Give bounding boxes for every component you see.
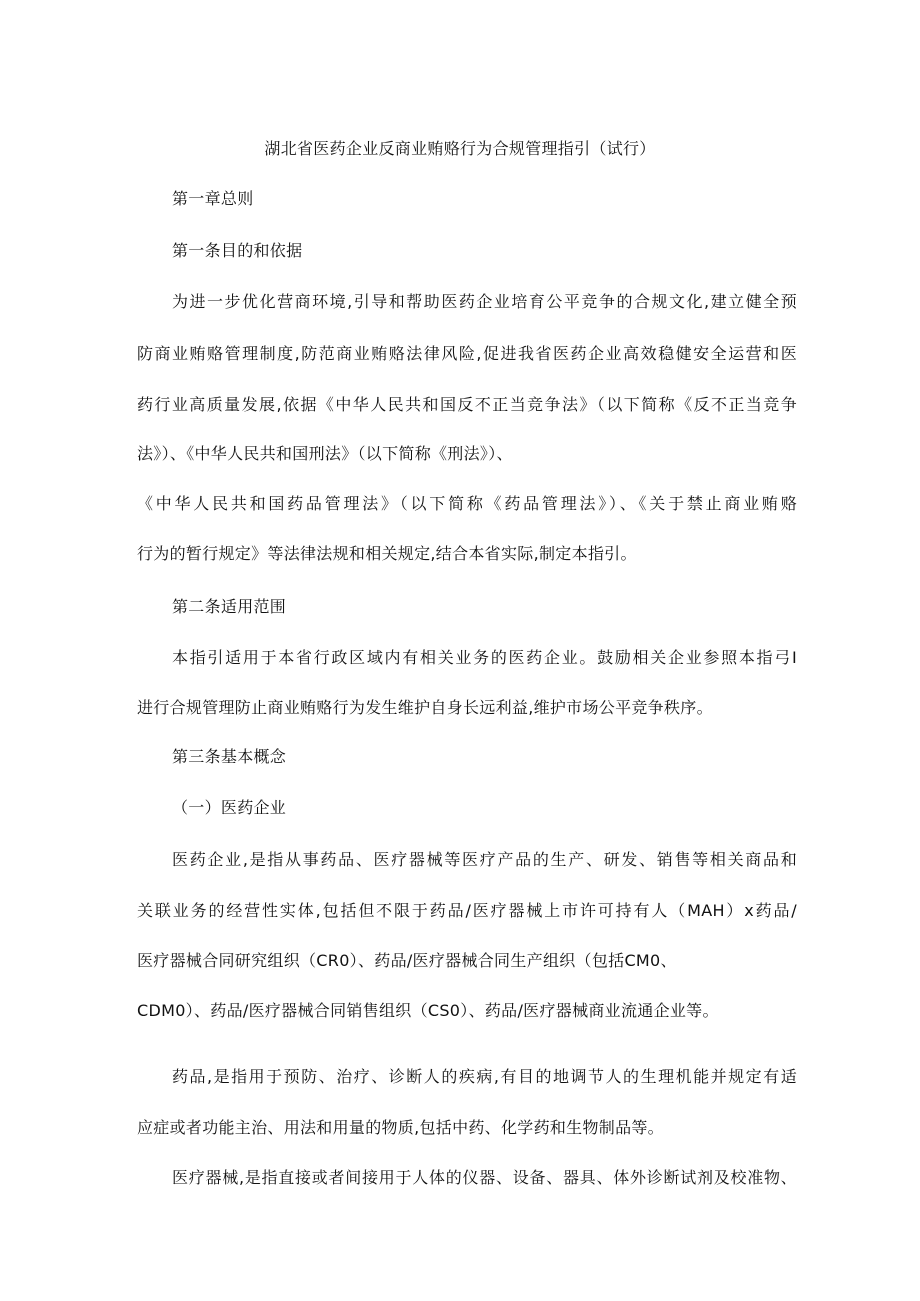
article-heading: 第一条目的和依据 xyxy=(172,241,303,260)
paragraph-line: 进行合规管理防止商业贿赂行为发生维护自身长远利益,维护市场公平竞争秩序。 xyxy=(137,698,713,717)
paragraph-line: 本指引适用于本省行政区域内有相关业务的医药企业。鼓励相关企业参照本指弓I xyxy=(172,648,797,667)
paragraph-line: CDM0）、药品/医疗器械合同销售组织（CS0）、药品/医疗器械商业流通企业等。 xyxy=(137,1001,719,1020)
paragraph-line: 药品,是指用于预防、治疗、诊断人的疾病,有目的地调节人的生理机能并规定有适 xyxy=(172,1067,797,1086)
article-heading: 第三条基本概念 xyxy=(172,747,287,766)
document-title: 湖北省医药企业反商业贿赂行为合规管理指引（试行） xyxy=(264,139,656,158)
paragraph-line: 医疗器械合同研究组织（CR0）、药品/医疗器械合同生产组织（包括CM0、 xyxy=(137,951,677,970)
paragraph-line: 行为的暂行规定》等法律法规和相关规定,结合本省实际,制定本指引。 xyxy=(137,544,637,563)
paragraph-line: 药行业高质量发展,依据《中华人民共和国反不正当竞争法》（以下简称《反不正当竞争 xyxy=(137,395,797,414)
chapter-heading: 第一章总则 xyxy=(172,189,254,208)
paragraph-line: 法》）、《中华人民共和国刑法》（以下简称《刑法》）、 xyxy=(137,444,513,463)
paragraph-line: 为进一步优化营商环境,引导和帮助医药企业培育公平竞争的合规文化,建立健全预 xyxy=(172,292,797,311)
paragraph-line: 关联业务的经营性实体,包括但不限于药品/医疗器械上市许可持有人（MAH）x药品/ xyxy=(137,901,797,920)
paragraph-line: 《中华人民共和国药品管理法》（以下简称《药品管理法》）、《关于禁止商业贿赂 xyxy=(137,494,797,513)
section-heading: （一）医药企业 xyxy=(172,798,287,817)
paragraph-line: 医药企业,是指从事药品、医疗器械等医疗产品的生产、研发、销售等相关商品和 xyxy=(172,850,797,869)
paragraph-line: 防商业贿赂管理制度,防范商业贿赂法律风险,促进我省医药企业高效稳健安全运营和医 xyxy=(137,344,797,363)
article-heading: 第二条适用范围 xyxy=(172,597,287,616)
paragraph-line: 应症或者功能主治、用法和用量的物质,包括中药、化学药和生物制品等。 xyxy=(137,1118,664,1137)
paragraph-line: 医疗器械,是指直接或者间接用于人体的仪器、设备、器具、体外诊断试剂及校准物、 xyxy=(172,1168,797,1187)
